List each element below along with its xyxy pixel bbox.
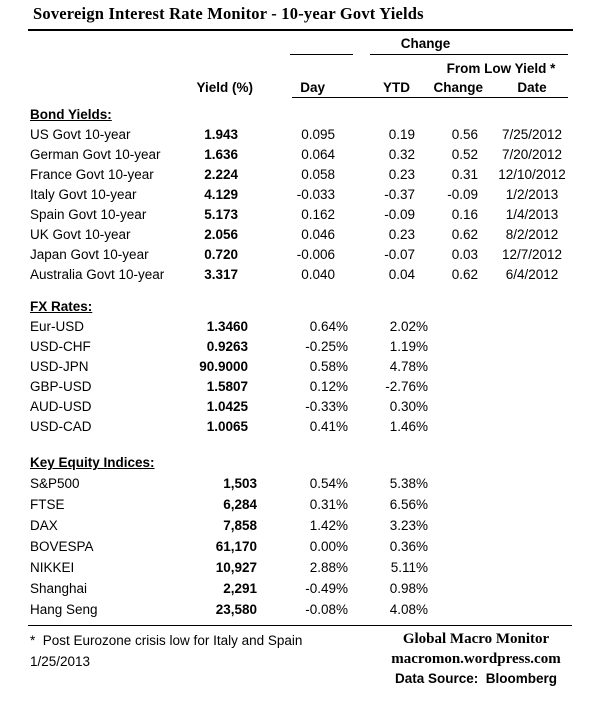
from-low-date-value [492, 599, 572, 620]
rate-value: 1.0425 [206, 399, 248, 414]
change-group-header: Change [400, 36, 451, 51]
day-change-value: 0.00% [309, 539, 348, 554]
table-row [30, 265, 572, 285]
from-low-change-value [429, 557, 492, 578]
from-low-date-value [492, 337, 572, 357]
index-label: BOVESPA [30, 539, 94, 554]
ytd-change-value: 5.11% [390, 560, 428, 575]
from-low-change-value: 0.62 [451, 227, 478, 242]
from-low-date-value: 7/25/2012 [501, 127, 563, 142]
from-low-change-value [429, 473, 492, 494]
fx-rates-rows [30, 317, 572, 437]
ytd-change-value: 0.32 [388, 147, 415, 162]
ytd-change-value: -2.76% [385, 379, 428, 394]
ytd-change-value: 4.78% [389, 359, 428, 374]
table-row [30, 165, 572, 185]
index-level-value: 23,580 [215, 602, 257, 617]
rate-value: 90.9000 [199, 359, 248, 374]
day-change-value: 0.040 [301, 267, 335, 282]
ytd-change-value: 3.23% [389, 518, 428, 533]
index-label: DAX [30, 518, 58, 533]
page-title: Sovereign Interest Rate Monitor - 10-year Govt Yields [33, 4, 424, 23]
instrument-label: GBP-USD [30, 379, 92, 394]
instrument-label: Japan Govt 10-year [30, 247, 149, 262]
day-group-rule [290, 54, 353, 55]
from-low-change-value [429, 317, 492, 337]
index-label: FTSE [30, 497, 65, 512]
section-heading: Bond Yields: [30, 107, 112, 122]
section-key-equity-indices [30, 453, 572, 620]
table-row [30, 317, 572, 337]
ytd-column-header: YTD [383, 80, 410, 95]
index-level-value: 2,291 [223, 581, 257, 596]
ytd-change-value: 0.30% [389, 399, 428, 414]
ytd-change-value: -0.09 [384, 207, 415, 222]
instrument-label: Spain Govt 10-year [30, 207, 147, 222]
ytd-change-value: 0.36% [389, 539, 428, 554]
table-row [30, 205, 572, 225]
rate-value: 1.0065 [206, 419, 248, 434]
footer-rule [28, 625, 572, 626]
table-row [30, 337, 572, 357]
brand-name: Global Macro Monitor [402, 631, 550, 647]
ytd-change-value: 4.08% [389, 602, 428, 617]
from-low-date-column-header: Date [517, 80, 547, 95]
yield-column-header: Yield (%) [196, 80, 253, 95]
ytd-change-value: 0.19 [388, 127, 415, 142]
instrument-label: Eur-USD [30, 319, 85, 334]
from-low-change-value: 0.31 [451, 167, 478, 182]
ytd-change-value: 5.38% [389, 476, 428, 491]
footer-attribution [372, 629, 580, 688]
day-change-value: -0.25% [305, 339, 348, 354]
day-column-header: Day [300, 80, 325, 95]
from-low-change-value [429, 397, 492, 417]
index-level-value: 6,284 [223, 497, 257, 512]
table-row [30, 536, 572, 557]
table-row [30, 125, 572, 145]
rate-value: 1.5807 [206, 379, 248, 394]
index-label: Hang Seng [30, 602, 98, 617]
instrument-label: UK Govt 10-year [30, 227, 131, 242]
change-group-rule [370, 54, 568, 55]
day-change-value: -0.033 [296, 187, 335, 202]
from-low-change-value [429, 377, 492, 397]
table-row [30, 145, 572, 165]
yield-value: 3.317 [204, 267, 238, 282]
footnote: * Post Eurozone crisis low for Italy and Spain [30, 633, 303, 648]
day-change-value: 0.54% [309, 476, 348, 491]
from-low-change-value: -0.09 [447, 187, 478, 202]
index-level-value: 61,170 [215, 539, 257, 554]
ytd-change-value: 0.04 [388, 267, 415, 282]
from-low-change-value: 0.62 [451, 267, 478, 282]
from-low-change-value [429, 578, 492, 599]
table-row [30, 417, 572, 437]
section-heading: FX Rates: [30, 299, 93, 314]
index-label: NIKKEI [30, 560, 75, 575]
website-url: macromon.wordpress.com [391, 651, 561, 667]
index-level-value: 7,858 [223, 518, 257, 533]
day-change-value: 0.095 [301, 127, 335, 142]
from-low-date-value: 12/7/2012 [501, 247, 563, 262]
instrument-label: USD-CHF [30, 339, 91, 354]
day-change-value: 0.046 [301, 227, 335, 242]
instrument-label: Italy Govt 10-year [30, 187, 137, 202]
instrument-label: France Govt 10-year [30, 167, 154, 182]
from-low-date-value [492, 377, 572, 397]
instrument-label: Australia Govt 10-year [30, 267, 165, 282]
ytd-change-value: 0.23 [388, 167, 415, 182]
day-change-value: 0.41% [309, 419, 348, 434]
table-row [30, 245, 572, 265]
table-row [30, 515, 572, 536]
yield-value: 2.056 [204, 227, 238, 242]
from-low-date-value [492, 536, 572, 557]
table-row [30, 225, 572, 245]
yield-value: 5.173 [204, 207, 238, 222]
from-low-change-value: 0.56 [451, 127, 478, 142]
ytd-change-value: 1.46% [389, 419, 428, 434]
from-low-date-value: 1/2/2013 [505, 187, 559, 202]
from-low-change-value [429, 536, 492, 557]
from-low-change-value: 0.03 [451, 247, 478, 262]
table-row [30, 185, 572, 205]
rate-value: 0.9263 [206, 339, 248, 354]
day-change-value: 0.64% [309, 319, 348, 334]
yield-value: 1.943 [204, 127, 238, 142]
from-low-change-value [429, 337, 492, 357]
day-change-value: -0.49% [305, 581, 348, 596]
table-row [30, 557, 572, 578]
from-low-date-value: 6/4/2012 [505, 267, 559, 282]
from-low-date-value [492, 515, 572, 536]
table-row [30, 494, 572, 515]
from-low-change-value [429, 494, 492, 515]
table-row [30, 377, 572, 397]
label-column-header [30, 78, 180, 97]
from-low-date-value: 8/2/2012 [505, 227, 559, 242]
from-low-date-value [492, 417, 572, 437]
day-change-value: -0.08% [305, 602, 348, 617]
yield-value: 2.224 [204, 167, 238, 182]
bond-yields-rows [30, 125, 572, 285]
day-change-value: -0.33% [305, 399, 348, 414]
from-low-change-value [429, 515, 492, 536]
yield-value: 0.720 [204, 247, 238, 262]
ytd-change-value: 0.23 [388, 227, 415, 242]
from-low-date-value [492, 357, 572, 377]
section-heading: Key Equity Indices: [30, 455, 155, 470]
from-low-date-value [492, 397, 572, 417]
table-row [30, 578, 572, 599]
report-date: 1/25/2013 [30, 654, 91, 669]
title-rule [28, 29, 573, 31]
data-source: Data Source: Bloomberg [394, 671, 558, 686]
rate-value: 1.3460 [206, 319, 248, 334]
ytd-change-value: 6.56% [389, 497, 428, 512]
index-level-value: 1,503 [223, 476, 257, 491]
from-low-date-value [492, 473, 572, 494]
day-change-value: 0.12% [309, 379, 348, 394]
instrument-label: USD-CAD [30, 419, 92, 434]
from-low-change-value [429, 599, 492, 620]
day-change-value: 2.88% [309, 560, 348, 575]
from-low-date-value: 1/4/2013 [505, 207, 559, 222]
yield-value: 1.636 [204, 147, 238, 162]
from-low-date-value [492, 557, 572, 578]
from-low-yield-group-header: From Low Yield * [446, 61, 556, 76]
from-low-change-value: 0.52 [451, 147, 478, 162]
column-header-row [30, 78, 572, 97]
table-row [30, 473, 572, 494]
instrument-label: USD-JPN [30, 359, 89, 374]
ytd-change-value: -0.07 [384, 247, 415, 262]
from-low-date-value [492, 494, 572, 515]
table-row [30, 599, 572, 620]
equity-indices-rows [30, 473, 572, 620]
section-fx-rates [30, 297, 572, 437]
from-low-change-value [429, 357, 492, 377]
day-change-value: 0.064 [301, 147, 335, 162]
instrument-label: US Govt 10-year [30, 127, 131, 142]
ytd-change-value: 2.02% [389, 319, 428, 334]
day-change-value: 0.058 [301, 167, 335, 182]
from-low-date-value [492, 317, 572, 337]
day-change-value: 0.31% [309, 497, 348, 512]
from-low-date-value: 7/20/2012 [501, 147, 563, 162]
day-change-value: 0.162 [301, 207, 335, 222]
yield-value: 4.129 [204, 187, 238, 202]
table-row [30, 357, 572, 377]
index-label: Shanghai [30, 581, 88, 596]
day-change-value: -0.006 [296, 247, 335, 262]
section-bond-yields [30, 105, 572, 285]
table-row [30, 397, 572, 417]
ytd-change-value: 1.19% [389, 339, 428, 354]
from-low-change-value: 0.16 [451, 207, 478, 222]
ytd-change-value: -0.37 [384, 187, 415, 202]
instrument-label: German Govt 10-year [30, 147, 161, 162]
header-rule [292, 97, 568, 98]
from-low-date-value: 12/10/2012 [498, 167, 566, 182]
day-change-value: 0.58% [309, 359, 348, 374]
from-low-change-value [429, 417, 492, 437]
from-low-date-value [492, 578, 572, 599]
index-label: S&P500 [30, 476, 80, 491]
ytd-change-value: 0.98% [389, 581, 428, 596]
day-change-value: 1.42% [309, 518, 348, 533]
instrument-label: AUD-USD [30, 399, 92, 414]
from-low-change-column-header: Change [433, 80, 483, 95]
index-level-value: 10,927 [215, 560, 257, 575]
